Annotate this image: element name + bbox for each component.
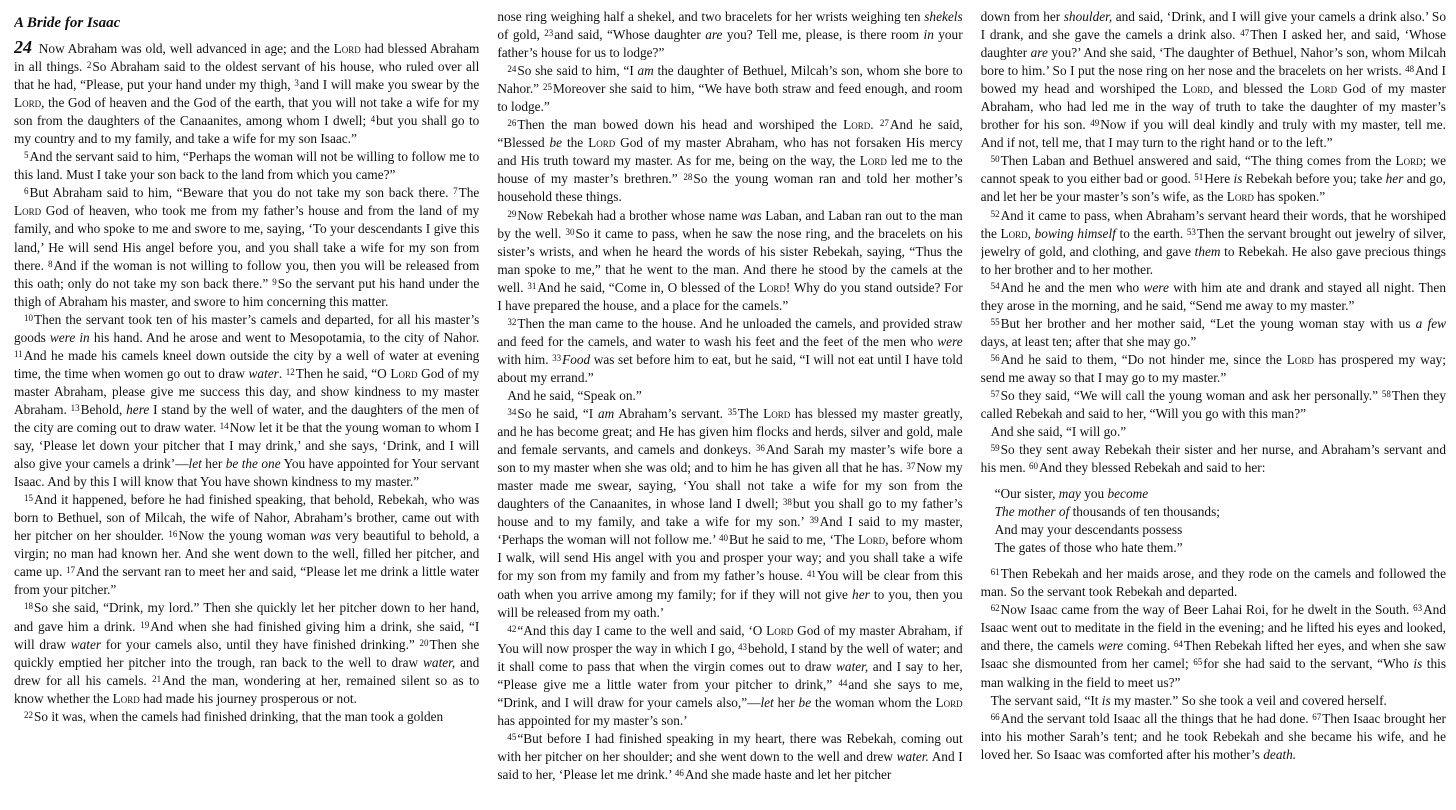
paragraph: $^{10}$Then the servant took ten of his master’s camels and departed, for all his master’s goods were in his hand. And he arose and went to Mesopotamia, to the city of Nahor. $^{11}$And he made his camels kneel down outside the city by a well of water at evening time, the time when women go out to draw water. $^{12}$Then he said, “O Lord God of my master Abraham, please give me success this day, and show kindness to my master Abraham. $^{13}$Behold, here I stand by the well of water, and the daughters of the men of the city are coming out to draw water. $^{14}$Now let it be that the young woman to whom I say, ‘Please let down your pitcher that I may drink,’ and she says, ‘Drink, and I will also give your camels a drink’—let her be the one You have appointed for Your servant Isaac. And by this I will know that You have shown kindness to my master.”	[14, 311, 480, 490]
paragraph: $^6$But Abraham said to him, “Beware that you do not take my son back there. $^7$The Lord God of heaven, who took me from my father’s house and from the land of my family, and who spoke to me and swore to me, saying, ‘To your descendants I give this land,’ He will send His angel before you, and you shall take a wife for my son from there. $^8$And if the woman is not willing to follow you, then you will be released from this oath; only do not take my son back there.” $^9$So the servant put his hand under the thigh of Abraham his master, and swore to him concerning this matter.	[14, 185, 480, 309]
paragraph: down from her shoulder, and said, ‘Drink, and I will give your camels a drink also.’ So I drank, and she gave the camels a drink also. $^{47}$Then I asked her, and said, ‘Whose daughter are you?’ And she said, ‘The daughter of Bethuel, Nahor’s son, whom Milcah bore to him.’ So I put the nose ring on her nose and the bracelets on her wrists. $^{48}$And I bowed my head and worshiped the Lord, and blessed the Lord God of my master Abraham, who had led me in the way of truth to take the daughter of my master’s brother for his son. $^{49}$Now if you will deal kindly and truly with my master, tell me. And if not, tell me, that I may turn to the right hand or to the left.”	[980, 9, 1446, 151]
paragraph: $^{15}$And it happened, before he had finished speaking, that behold, Rebekah, who was born to Bethuel, son of Milcah, the wife of Nahor, Abraham’s brother, came out with her pitcher on her shoulder. $^{16}$Now the young woman was very beautiful to behold, a virgin; no man had known her. And she went down to the well, filled her pitcher, and came up. $^{17}$And the servant ran to meet her and said, “Please let me drink a little water from your pitcher.”	[14, 492, 480, 598]
section-title: A Bride for Isaac	[14, 15, 121, 31]
paragraph: $^{61}$Then Rebekah and her maids arose, and they rode on the camels and followed the man. So the servant took Rebekah and departed.	[980, 566, 1446, 600]
column-2	[497, 8, 962, 808]
paragraph: $^{32}$Then the man came to the house. And he unloaded the camels, and provided straw and feed for the camels, and water to wash his feet and the feet of the men who were with him. $^{33}$Food was set before him to eat, but he said, “I will not eat until I have told about my errand.”	[497, 315, 963, 385]
text-columns	[14, 8, 1446, 808]
column-1	[14, 8, 479, 808]
poem-line: “Our sister, may you become	[994, 486, 1149, 502]
paragraph: $^{52}$And it came to pass, when Abraham’s servant heard their words, that he worshiped the Lord, bowing himself to the earth. $^{53}$Then the servant brought out jewelry of silver, jewelry of gold, and clothing, and gave them to Rebekah. He also gave precious things to her brother and to her mother.	[980, 207, 1446, 277]
paragraph: $^{59}$So they sent away Rebekah their sister and her nurse, and Abraham’s servant and his men. $^{60}$And they blessed Rebekah and said to her:	[980, 442, 1446, 476]
paragraph: The servant said, “It is my master.” So she took a veil and covered herself.	[990, 692, 1387, 708]
paragraph: $^{26}$Then the man bowed down his head and worshiped the Lord. $^{27}$And he said, “Blessed be the Lord God of my master Abraham, who has not forsaken His mercy and His truth toward my master. As for me, being on the way, the Lord led me to the house of my master’s brethren.” $^{28}$So the young woman ran and told her mother’s household these things.	[497, 117, 963, 205]
poem-line: The gates of those who hate them.”	[994, 540, 1183, 556]
poem-block	[995, 485, 1446, 557]
paragraph: $^{66}$And the servant told Isaac all the things that he had done. $^{67}$Then Isaac brought her into his mother Sarah’s tent; and he took Rebekah and she became his wife, and he loved her. So Isaac was comforted after his mother’s death.	[980, 710, 1446, 762]
paragraph: $^{62}$Now Isaac came from the way of Beer Lahai Roi, for he dwelt in the South. $^{63}$And Isaac went out to meditate in the field in the evening; and he lifted his eyes and looked, and there, the camels were coming. $^{64}$Then Rebekah lifted her eyes, and when she saw Isaac she dismounted from her camel; $^{65}$for she had said to the servant, “Who is this man walking in the field to meet us?”	[980, 602, 1446, 690]
paragraph: $^{18}$So she said, “Drink, my lord.” Then she quickly let her pitcher down to her hand, and gave him a drink. $^{19}$And when she had finished giving him a drink, she said, “I will draw water for your camels also, until they have finished drinking.” $^{20}$Then she quickly emptied her pitcher into the trough, ran back to the well to draw water, and drew for all his camels. $^{21}$And the man, wondering at her, remained silent so as to know whether the Lord had made his journey prosperous or not.	[14, 600, 480, 706]
paragraph: nose ring weighing half a shekel, and two bracelets for her wrists weighing ten shekels of gold, $^{23}$and said, “Whose daughter are you? Tell me, please, is there room in your father’s house for us to lodge?”	[497, 9, 963, 61]
paragraph: $^{34}$So he said, “I am Abraham’s servant. $^{35}$The Lord has blessed my master greatly, and he has become great; and He has given him flocks and herds, silver and gold, male and female servants, and camels and donkeys. $^{36}$And Sarah my master’s wife bore a son to my master when she was old; and to him he has given all that he has. $^{37}$Now my master made me swear, saying, ‘You shall not take a wife for my son from the daughters of the Canaanites, in whose land I dwell; $^{38}$but you shall go to my father’s house and to my family, and take a wife for my son.’ $^{39}$And I said to my master, ‘Perhaps the woman will not follow me.’ $^{40}$But he said to me, ‘The Lord, before whom I walk, will send His angel with you and prosper your way; and you shall take a wife for my son from my family and from my father’s house. $^{41}$You will be clear from this oath when you arrive among my family; for if they will not give her to you, then you will be released from my oath.’	[497, 406, 963, 620]
paragraph: $^{24}$So she said to him, “I am the daughter of Bethuel, Milcah’s son, whom she bore to Nahor.” $^{25}$Moreover she said to him, “We have both straw and feed enough, and room to lodge.”	[497, 63, 963, 115]
paragraph: $^{54}$And he and the men who were with him ate and drank and stayed all night. Then they arose in the morning, and he said, “Send me away to my master.”	[980, 279, 1446, 313]
poem-line: The mother of thousands of ten thousands;	[994, 504, 1220, 520]
paragraph: 24 Now Abraham was old, well advanced in age; and the Lord had blessed Abraham in all things. $^2$So Abraham said to the oldest servant of his house, who ruled over all that he had, “Please, put your hand under my thigh, $^3$and I will make you swear by the Lord, the God of heaven and the God of the earth, that you will not take a wife for my son from the daughters of the Canaanites, among whom I dwell; $^4$but you shall go to my country and to my family, and take a wife for my son Isaac.”	[14, 37, 480, 147]
paragraph: $^{29}$Now Rebekah had a brother whose name was Laban, and Laban ran out to the man by the well. $^{30}$So it came to pass, when he saw the nose ring, and the bracelets on his sister’s wrists, and when he heard the words of his sister Rebekah, saying, “Thus the man spoke to me,” that he went to the man. And there he stood by the camels at the well. $^{31}$And he said, “Come in, O blessed of the Lord! Why do you stand outside? For I have prepared the house, and a place for the camels.”	[497, 207, 963, 313]
paragraph: $^{56}$And he said to them, “Do not hinder me, since the Lord has prospered my way; send me away so that I may go to my master.”	[980, 351, 1446, 385]
paragraph: $^{57}$So they said, “We will call the young woman and ask her personally.” $^{58}$Then they called Rebekah and said to her, “Will you go with this man?”	[980, 387, 1446, 422]
column-3	[981, 8, 1446, 808]
paragraph: $^{55}$But her brother and her mother said, “Let the young woman stay with us a few days, at least ten; after that she may go.”	[980, 315, 1446, 349]
paragraph: And he said, “Speak on.”	[507, 387, 642, 403]
paragraph: $^{22}$So it was, when the camels had finished drinking, that the man took a golden	[24, 708, 444, 724]
paragraph: $^{50}$Then Laban and Bethuel answered and said, “The thing comes from the Lord; we cannot speak to you either bad or good. $^{51}$Here is Rebekah before you; take her and go, and let her be your master’s son’s wife, as the Lord has spoken.”	[980, 153, 1446, 205]
paragraph: $^5$And the servant said to him, “Perhaps the woman will not be willing to follow me to this land. Must I take your son back to the land from which you came?”	[14, 149, 480, 183]
paragraph: $^{45}$“But before I had finished speaking in my heart, there was Rebekah, coming out with her pitcher on her shoulder; and she went down to the well and drew water. And I said to her, ‘Please let me drink.’ $^{46}$And she made haste and let her pitcher	[497, 730, 963, 782]
paragraph: $^{42}$“And this day I came to the well and said, ‘O Lord God of my master Abraham, if You will now prosper the way in which I go, $^{43}$behold, I stand by the well of water; and it shall come to pass that when the virgin comes out to draw water, and I say to her, “Please give me a little water from your pitcher to drink,” $^{44}$and she says to me, “Drink, and I will draw for your camels also,”—let her be the woman whom the Lord has appointed for my master’s son.’	[497, 622, 963, 728]
paragraph: And she said, “I will go.”	[990, 424, 1127, 440]
poem-line: And may your descendants possess	[994, 522, 1183, 538]
